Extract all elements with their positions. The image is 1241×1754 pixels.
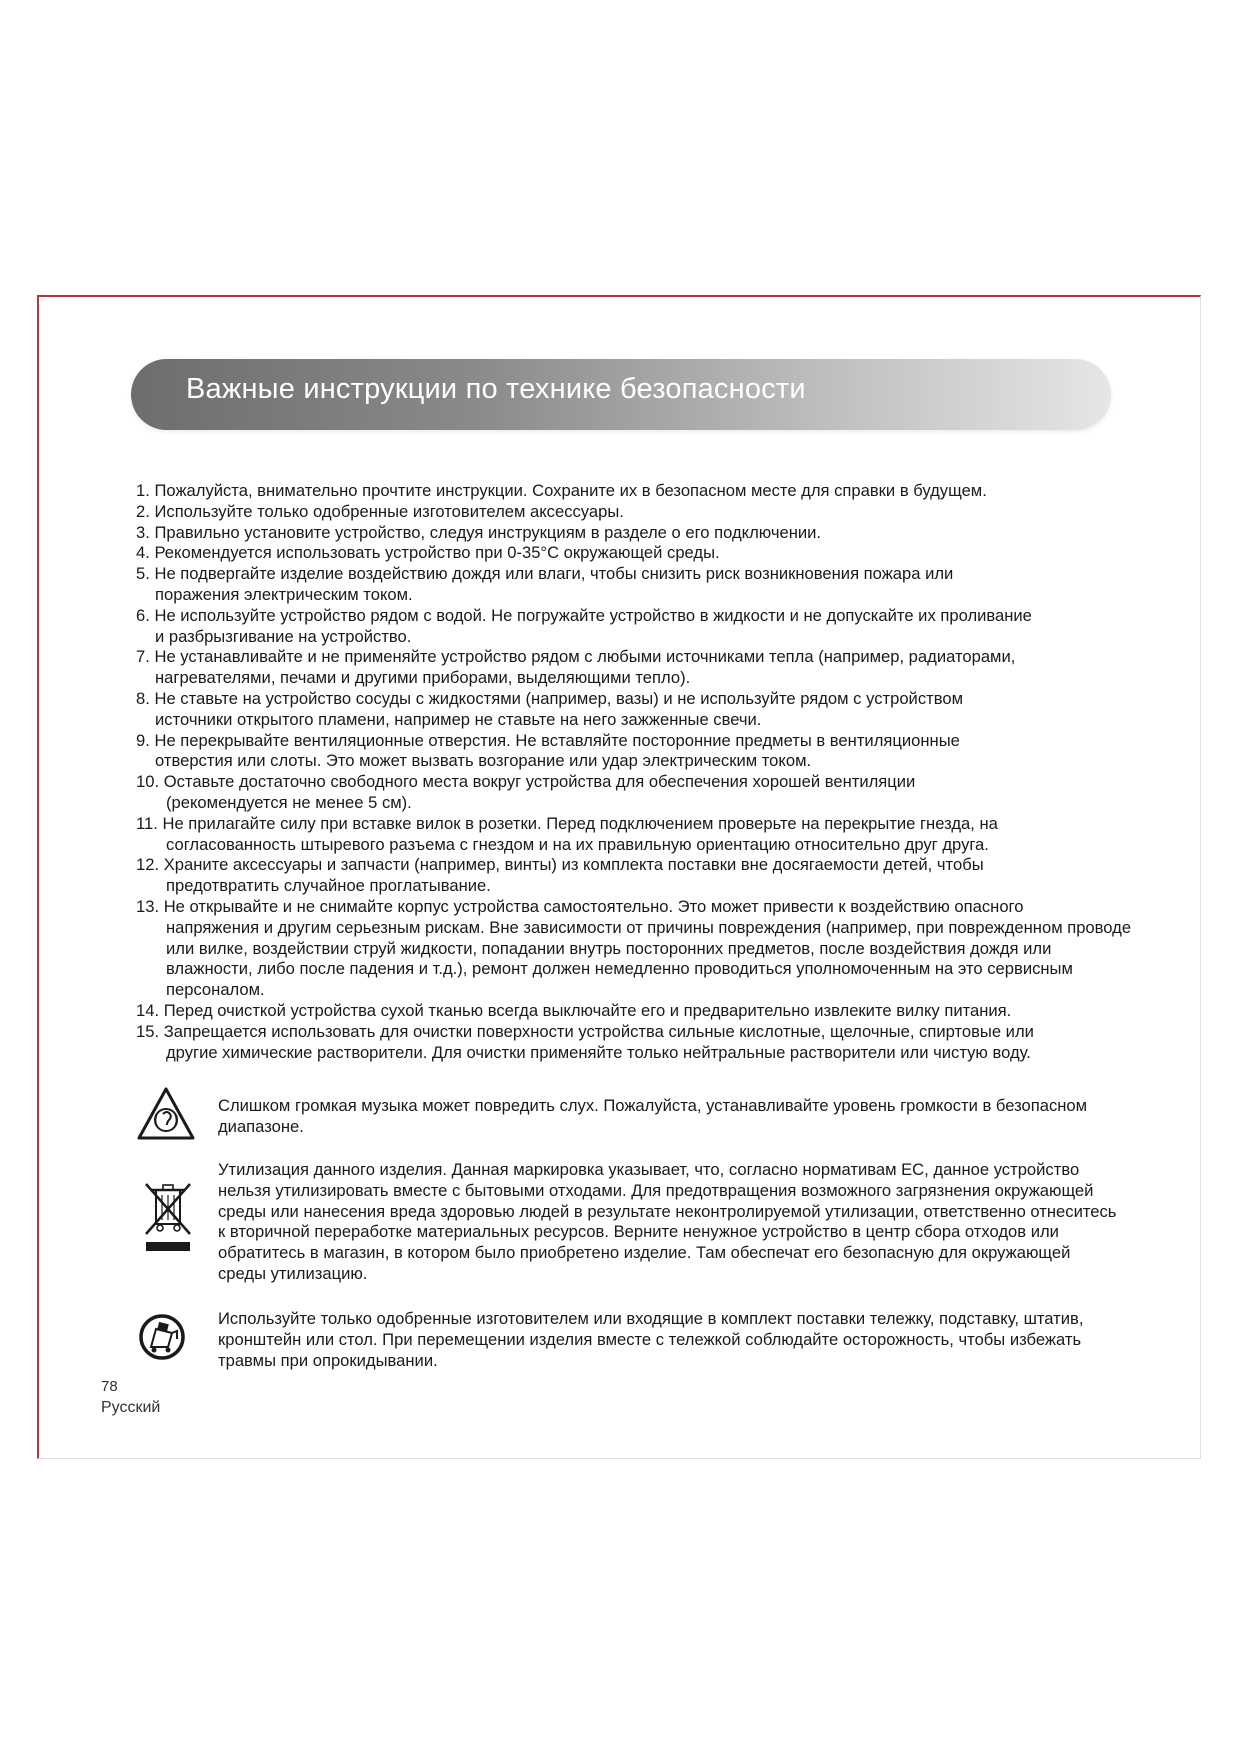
item-text: Не используйте устройство рядом с водой. Не погружайте устройство в жидкости и не допускайте их проливание	[154, 605, 1032, 625]
item-text-continued: согласованность штыревого разъема с гнездом и на их правильную ориентацию относительно друг друга.	[166, 834, 989, 854]
cart-notice: Используйте только одобренные изготовителем или входящие в комплект поставки тележку, подставку, штатив, кронштейн или стол. При перемещении изделия вместе с тележкой соблюдайте осторожность, чтобы избежать травмы при опрокидывании.	[218, 1309, 1084, 1370]
item-text-continued: (рекомендуется не менее 5 см).	[166, 792, 412, 812]
item-text: Используйте только одобренные изготовителем аксессуары.	[154, 501, 624, 521]
page-title: Важные инструкции по технике безопасности	[186, 373, 806, 405]
item-text-continued: отверстия или слоты. Это может вызвать возгорание или удар электрическим током.	[155, 751, 812, 771]
item-text: Храните аксессуары и запчасти (например, винты) из комплекта поставки вне досягаемости детей, чтобы	[163, 855, 984, 875]
item-text: Рекомендуется использовать устройство при 0-35°C окружающей среды.	[154, 543, 720, 563]
item-text: Не перекрывайте вентиляционные отверстия. Не вставляйте посторонние предметы в вентиляционные	[154, 730, 960, 750]
list-item	[136, 564, 1136, 606]
list-item	[136, 543, 1136, 564]
item-text: Оставьте достаточно свободного места вокруг устройства для обеспечения хорошей вентиляции	[163, 772, 916, 792]
item-text-continued: нагревателями, печами и другими приборами, выделяющими тепло).	[155, 668, 691, 688]
list-item	[136, 897, 1136, 1001]
list-item	[136, 855, 1136, 897]
item-number: 6.	[136, 605, 150, 625]
item-text: Запрещается использовать для очистки поверхности устройства сильные кислотные, щелочные, спиртовые или	[163, 1021, 1034, 1041]
crossed-bin-icon	[140, 1180, 196, 1254]
item-number: 5.	[136, 564, 150, 584]
item-number: 14.	[136, 1000, 160, 1020]
item-number: 4.	[136, 543, 150, 563]
item-text-continued: поражения электрическим током.	[155, 584, 413, 604]
item-text: Не подвергайте изделие воздействию дождя или влаги, чтобы снизить риск возникновения пожара или	[154, 564, 954, 584]
item-number: 15.	[136, 1021, 160, 1041]
item-text-continued: и разбрызгивание на устройство.	[155, 626, 412, 646]
item-text: Не ставьте на устройство сосуды с жидкостями (например, вазы) и не используйте рядом с устройством	[154, 688, 963, 708]
list-item	[136, 481, 1136, 502]
page-number: 78	[101, 1378, 118, 1395]
list-item	[136, 606, 1136, 648]
disposal-notice: Утилизация данного изделия. Данная маркировка указывает, что, согласно нормативам ЕС, данное устройство нельзя утилизировать вместе с бытовыми отходами. Для предотвращения возможного загрязнения окружающей среды или нанесения вреда здоровью людей в результате неконтролируемой утилизации, ответственно отнеситесь к вторичной переработке материальных ресурсов. Верните ненужное устройство в центр сбора отходов или обратитесь в магазин, в котором было приобретено изделие. Там обеспечат его безопасную для окружающей среды утилизацию.	[218, 1160, 1117, 1283]
item-number: 8.	[136, 688, 150, 708]
list-item	[136, 523, 1136, 544]
cart-tipover-icon	[138, 1313, 186, 1361]
item-number: 1.	[136, 481, 150, 500]
item-number: 13.	[136, 896, 160, 916]
item-number: 9.	[136, 730, 150, 750]
list-item	[136, 772, 1136, 814]
hearing-notice: Слишком громкая музыка может повредить слух. Пожалуйста, устанавливайте уровень громкости в безопасном диапазоне.	[218, 1096, 1088, 1136]
item-text: Правильно установите устройство, следуя инструкциям в разделе о его подключении.	[154, 522, 822, 542]
item-text: Не устанавливайте и не применяйте устройство рядом с любыми источниками тепла (например, радиаторами,	[154, 647, 1016, 667]
item-number: 12.	[136, 855, 160, 875]
item-number: 10.	[136, 772, 160, 792]
hearing-warning-icon	[136, 1086, 196, 1142]
list-item	[136, 731, 1136, 773]
list-item	[136, 689, 1136, 731]
item-text-continued: предотвратить случайное проглатывание.	[166, 876, 491, 896]
item-text-continued: источники открытого пламени, например не ставьте на него зажженные свечи.	[155, 709, 762, 729]
item-text-continued: напряжения и другим серьезным рискам. Вне зависимости от причины повреждения (например, при поврежденном проводе или вилке, воздействии струй жидкости, попадании внутрь посторонних предметов, после воздействия дождя или влажности, либо после падения и т.д.), ремонт должен немедленно проводиться уполномоченным на это сервисным персоналом.	[166, 917, 1132, 1000]
item-number: 11.	[136, 813, 158, 833]
list-item	[136, 814, 1136, 856]
page-language: Русский	[101, 1399, 161, 1416]
list-item	[136, 647, 1136, 689]
item-number: 7.	[136, 647, 150, 667]
list-item	[136, 1001, 1136, 1022]
list-item	[136, 502, 1136, 523]
item-text-continued: другие химические растворители. Для очистки применяйте только нейтральные растворители или чистую воду.	[166, 1042, 1031, 1062]
item-text: Не прилагайте силу при вставке вилок в розетки. Перед подключением проверьте на перекрытие гнезда, на	[162, 813, 998, 833]
list-item	[136, 1022, 1136, 1064]
item-text: Пожалуйста, внимательно прочтите инструкции. Сохраните их в безопасном месте для справки в будущем.	[154, 481, 987, 500]
item-number: 3.	[136, 522, 150, 542]
safety-instructions-list	[136, 481, 1136, 1063]
section-banner	[131, 359, 1111, 430]
item-number: 2.	[136, 501, 150, 521]
item-text: Не открывайте и не снимайте корпус устройства самостоятельно. Это может привести к воздействию опасного	[163, 896, 1024, 916]
item-text: Перед очисткой устройства сухой тканью всегда выключайте его и предварительно извлеките вилку питания.	[163, 1000, 1012, 1020]
